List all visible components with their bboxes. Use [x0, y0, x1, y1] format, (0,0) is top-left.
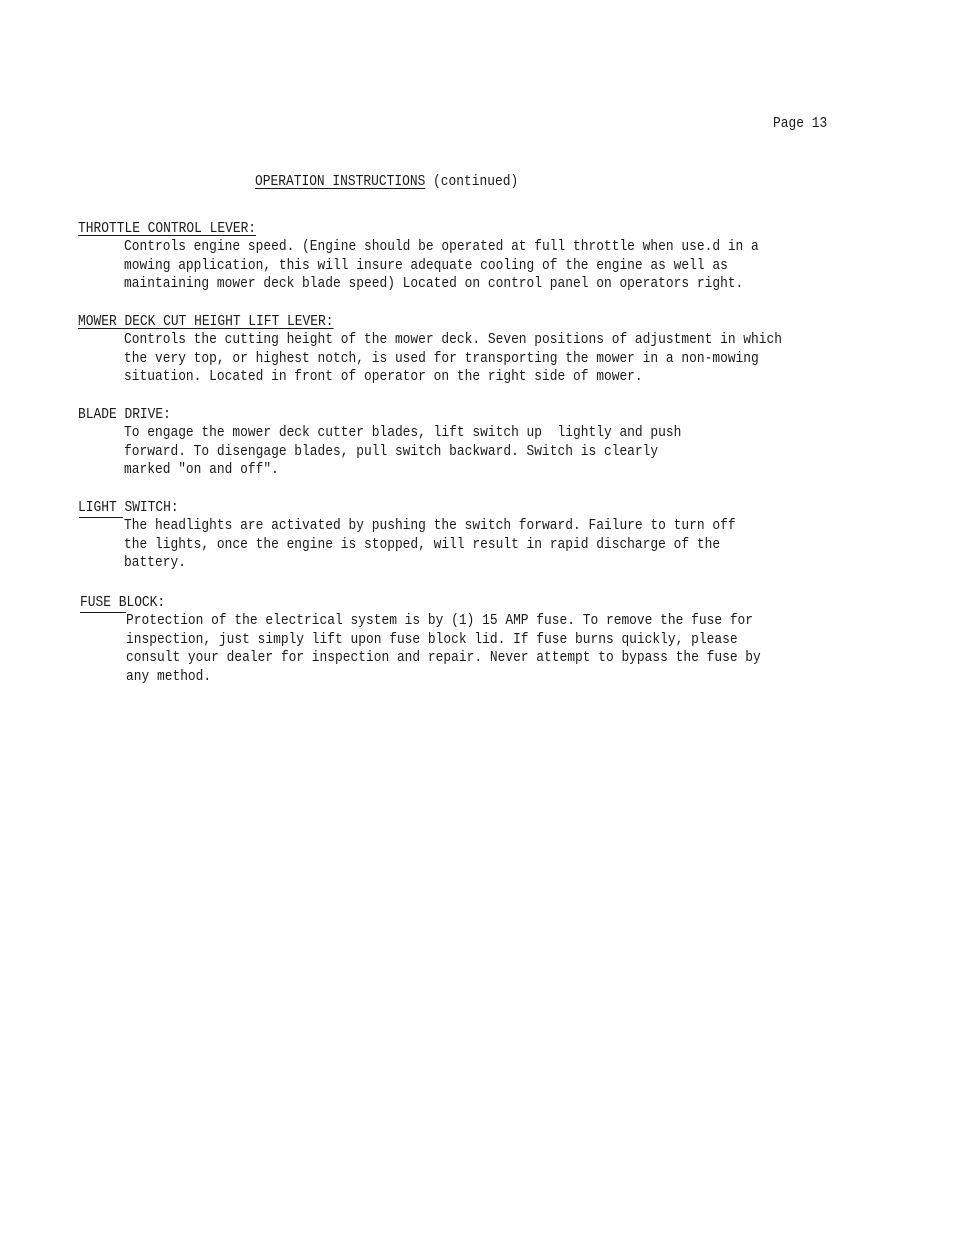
document-title-suffix: (continued) — [425, 173, 519, 190]
section-mower-deck-cut-height-lift-lever — [78, 312, 889, 387]
page-number: Page 13 — [773, 115, 828, 132]
section-blade-drive — [78, 405, 772, 480]
heading-underline-mark — [80, 612, 126, 613]
section-body-line: Controls the cutting height of the mower deck. Seven positions of adjustment in which — [124, 331, 783, 348]
document-title — [255, 172, 518, 191]
section-heading: MOWER DECK CUT HEIGHT LIFT LEVER: — [78, 313, 334, 330]
section-body-line: situation. Located in front of operator on the right side of mower. — [124, 368, 643, 385]
section-throttle-control-lever — [78, 219, 862, 294]
section-body-line: consult your dealer for inspection and repair. Never attempt to bypass the fuse by — [126, 649, 761, 666]
section-body-line: any method. — [126, 667, 212, 685]
section-body-line: the lights, once the engine is stopped, will result in rapid discharge of the — [124, 535, 721, 553]
section-body-line: maintaining mower deck blade speed) Located on control panel on operators right. — [124, 275, 744, 292]
section-body-line: To engage the mower deck cutter blades, lift switch up lightly and push — [124, 424, 682, 441]
section-heading: BLADE DRIVE: — [78, 406, 171, 423]
section-body-line: battery. — [124, 554, 186, 571]
section-body-line: the very top, or highest notch, is used for transporting the mower in a non-mowing — [124, 349, 759, 367]
section-body-line: The headlights are activated by pushing the switch forward. Failure to turn off — [124, 517, 736, 534]
section-light-switch — [78, 498, 835, 573]
section-body-line: mowing application, this will insure adequate cooling of the engine as well as — [124, 256, 728, 274]
section-body-line: forward. To disengage blades, pull switch backward. Switch is clearly — [124, 442, 659, 460]
document-title-main: OPERATION INSTRUCTIONS — [255, 173, 426, 190]
heading-underline-mark — [79, 517, 123, 518]
section-body-line: marked "on and off". — [124, 461, 279, 478]
section-heading: FUSE BLOCK: — [80, 594, 166, 611]
section-fuse-block — [80, 593, 864, 686]
section-heading: THROTTLE CONTROL LEVER: — [78, 220, 257, 237]
section-heading: LIGHT SWITCH: — [78, 499, 179, 516]
section-body-line: Protection of the electrical system is by (1) 15 AMP fuse. To remove the fuse for — [126, 612, 754, 629]
section-body-line: Controls engine speed. (Engine should be operated at full throttle when use.d in a — [124, 238, 759, 255]
section-body-line: inspection, just simply lift upon fuse block lid. If fuse burns quickly, please — [126, 630, 738, 648]
